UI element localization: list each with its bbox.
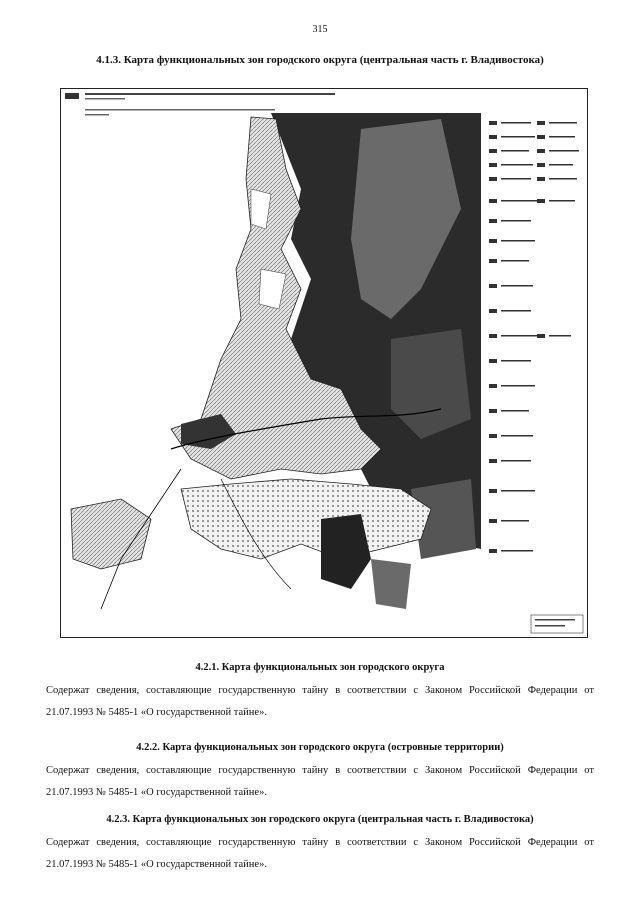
section-text: Содержат сведения, составляющие государственную тайну в соответствии с Законом Российской Федерации от 21.07.1993 № 5485-1 «О государственной тайне».: [46, 685, 594, 718]
section-heading: 4.2.1. Карта функциональных зон городского округа: [195, 662, 445, 673]
section-text: Содержат сведения, составляющие государственную тайну в соответствии с Законом Российской Федерации от 21.07.1993 № 5485-1 «О государственной тайне».: [46, 837, 594, 870]
section-heading: 4.2.3. Карта функциональных зон городского округа (центральная часть г. Владивостока): [106, 814, 534, 825]
map-header-block: [65, 93, 335, 116]
page-number: 315: [312, 24, 328, 35]
section-text: Содержат сведения, составляющие государственную тайну в соответствии с Законом Российской Федерации от 21.07.1993 № 5485-1 «О государственной тайне».: [46, 765, 594, 798]
map-title: 4.1.3. Карта функциональных зон городского округа (центральная часть г. Владивостока): [96, 54, 544, 66]
functional-zones-map: [60, 88, 588, 638]
section-heading: 4.2.2. Карта функциональных зон городского округа (островные территории): [136, 742, 504, 753]
section-4-2-2: [0, 742, 640, 798]
map-image: [61, 89, 587, 637]
section-4-2-3: [0, 814, 640, 870]
section-4-2-1: [0, 662, 640, 718]
map-title-block: [531, 615, 583, 633]
map-legend: [485, 113, 583, 613]
